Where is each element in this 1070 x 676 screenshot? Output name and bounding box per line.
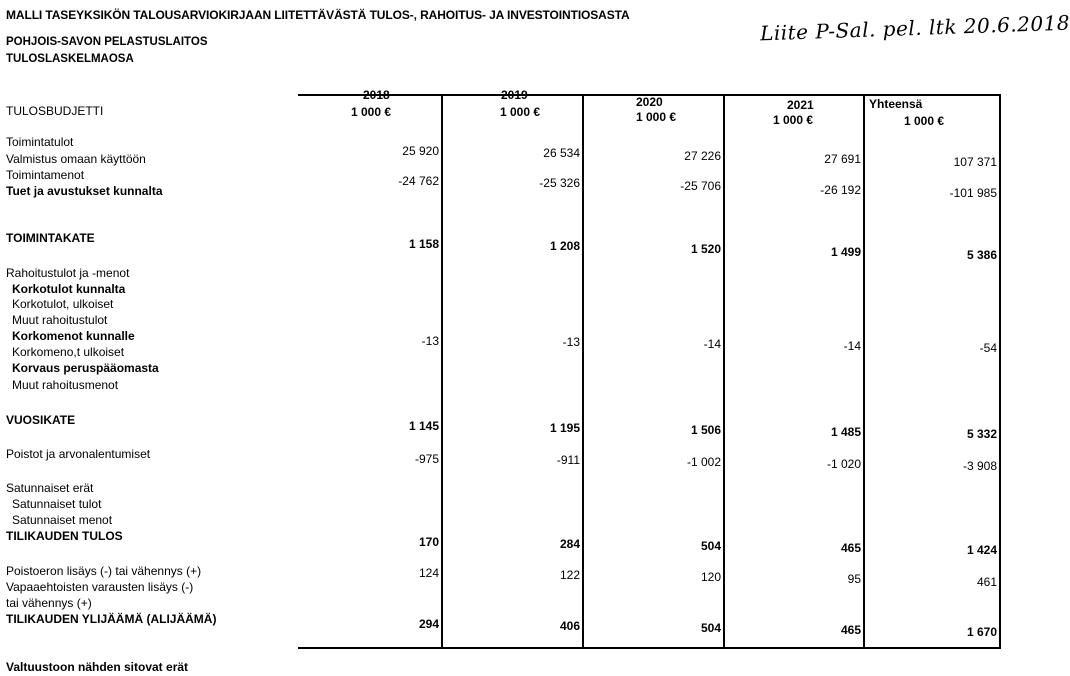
cell-poistot-2019: -911 xyxy=(556,453,580,467)
row-label-korkotulot-kunnalta: Korkotulot kunnalta xyxy=(12,282,126,296)
cell-korkomenot-2019: -13 xyxy=(562,335,580,349)
row-label-tuet: Tuet ja avustukset kunnalta xyxy=(6,184,163,198)
row-label-korkomenot-kunnalle: Korkomenot kunnalle xyxy=(12,329,135,343)
cell-poistot-2021: -1 020 xyxy=(826,457,861,471)
cell-poistoeron-2020: 120 xyxy=(700,570,721,584)
cell-toimintamenot-2020: -25 706 xyxy=(680,179,721,193)
row-label-korkotulot-ulkoiset: Korkotulot, ulkoiset xyxy=(12,297,114,311)
cell-ylijaama-total: 1 670 xyxy=(966,625,997,639)
cell-tilikauden-tulos-2018: 170 xyxy=(418,535,439,549)
row-label-korvaus: Korvaus peruspääomasta xyxy=(12,361,159,375)
row-label-satunnaiset-tulot: Satunnaiset tulot xyxy=(12,497,102,511)
cell-tilikauden-tulos-total: 1 424 xyxy=(966,543,997,557)
cell-korkomenot-total: -54 xyxy=(979,341,997,355)
col-2020-year: 2020 xyxy=(636,95,663,109)
row-label-rahoitus: Rahoitustulot ja -menot xyxy=(6,266,130,280)
budget-title: TULOSBUDJETTI xyxy=(6,104,104,118)
cell-toimintamenot-total: -101 985 xyxy=(949,186,997,200)
document-subtitle: TULOSLASKELMAOSA xyxy=(6,53,134,65)
row-label-tilikauden-tulos: TILIKAUDEN TULOS xyxy=(6,529,123,543)
row-label-vuosikate: VUOSIKATE xyxy=(6,413,76,427)
cell-ylijaama-2019: 406 xyxy=(559,619,580,633)
row-label-valmistus: Valmistus omaan käyttöön xyxy=(6,152,146,166)
row-label-vapaaehtoisten: Vapaaehtoisten varausten lisäys (-) xyxy=(6,580,194,594)
cell-ylijaama-2021: 465 xyxy=(840,623,861,637)
col-divider-1 xyxy=(441,94,443,649)
cell-poistoeron-2018: 124 xyxy=(418,566,439,580)
cell-vuosikate-2021: 1 485 xyxy=(830,425,861,439)
row-label-valtuusto: Valtuustoon nähden sitovat erät xyxy=(6,660,189,674)
cell-vuosikate-2019: 1 195 xyxy=(549,421,580,435)
row-label-tai-vahennys: tai vähennys (+) xyxy=(6,596,92,610)
cell-toimintamenot-2018: -24 762 xyxy=(398,174,439,188)
row-label-ylijaama: TILIKAUDEN YLIJÄÄMÄ (ALIJÄÄMÄ) xyxy=(6,612,217,626)
row-label-muut-rahoitustulot: Muut rahoitustulot xyxy=(12,313,108,327)
col-2021-unit: 1 000 € xyxy=(773,113,814,127)
cell-toimintatulot-total: 107 371 xyxy=(953,155,997,169)
row-label-korkomenot-ulkoiset: Korkomeno,t ulkoiset xyxy=(12,345,125,359)
cell-toimintatulot-2019: 26 534 xyxy=(543,146,580,160)
cell-poistot-2018: -975 xyxy=(414,452,439,466)
col-2018-year: 2018 xyxy=(363,88,390,102)
cell-tilikauden-tulos-2021: 465 xyxy=(840,541,861,555)
cell-korkomenot-2018: -13 xyxy=(421,334,439,348)
col-total-year: Yhteensä xyxy=(869,97,923,111)
cell-vuosikate-total: 5 332 xyxy=(966,427,997,441)
col-2021-year: 2021 xyxy=(787,98,814,112)
cell-poistoeron-2019: 122 xyxy=(559,568,580,582)
cell-toimintatulot-2020: 27 226 xyxy=(684,149,721,163)
col-2020-unit: 1 000 € xyxy=(636,110,677,124)
cell-toimintamenot-2019: -25 326 xyxy=(539,176,580,190)
handwritten-annotation: Liite P-Sal. pel. ltk 20.6.2018 xyxy=(759,10,1070,46)
row-label-toimintakate: TOIMINTAKATE xyxy=(6,231,95,245)
row-label-muut-rahoitusmenot: Muut rahoitusmenot xyxy=(12,378,119,392)
cell-tilikauden-tulos-2019: 284 xyxy=(559,537,580,551)
cell-vuosikate-2020: 1 506 xyxy=(690,423,721,437)
col-total-unit: 1 000 € xyxy=(904,114,945,128)
cell-poistot-2020: -1 002 xyxy=(686,455,721,469)
col-2019-unit: 1 000 € xyxy=(500,105,541,119)
col-divider-5 xyxy=(999,94,1001,649)
cell-korkomenot-2020: -14 xyxy=(703,337,721,351)
row-label-satunnaiset: Satunnaiset erät xyxy=(6,481,94,495)
cell-vuosikate-2018: 1 145 xyxy=(408,419,439,433)
cell-ylijaama-2020: 504 xyxy=(700,621,721,635)
cell-poistoeron-total: 461 xyxy=(976,575,997,589)
col-2018-unit: 1 000 € xyxy=(351,105,392,119)
col-divider-4 xyxy=(863,94,865,649)
cell-toimintatulot-2018: 25 920 xyxy=(402,144,439,158)
col-divider-2 xyxy=(582,94,584,649)
cell-tilikauden-tulos-2020: 504 xyxy=(700,539,721,553)
col-divider-3 xyxy=(723,94,725,649)
cell-korkomenot-2021: -14 xyxy=(843,339,861,353)
cell-toimintatulot-2021: 27 691 xyxy=(824,152,861,166)
cell-toimintakate-2020: 1 520 xyxy=(690,242,721,256)
row-label-toimintatulot: Toimintatulot xyxy=(6,135,74,149)
cell-toimintakate-2019: 1 208 xyxy=(549,239,580,253)
cell-poistot-total: -3 908 xyxy=(962,459,997,473)
cell-toimintakate-2018: 1 158 xyxy=(408,237,439,251)
row-label-poistot: Poistot ja arvonalentumiset xyxy=(6,447,151,461)
cell-toimintakate-total: 5 386 xyxy=(966,248,997,262)
table-bottom-border xyxy=(298,647,1001,649)
document-title: MALLI TASEYKSIKÖN TALOUSARVIOKIRJAAN LIITETTÄVÄSTÄ TULOS-, RAHOITUS- JA INVESTOINTIOSASTA xyxy=(6,8,630,22)
row-label-poistoeron: Poistoeron lisäys (-) tai vähennys (+) xyxy=(6,564,202,578)
cell-toimintamenot-2021: -26 192 xyxy=(820,183,861,197)
organization-name: POHJOIS-SAVON PELASTUSLAITOS xyxy=(6,36,208,48)
cell-toimintakate-2021: 1 499 xyxy=(830,245,861,259)
row-label-toimintamenot: Toimintamenot xyxy=(6,168,85,182)
cell-ylijaama-2018: 294 xyxy=(418,617,439,631)
col-2019-year: 2019 xyxy=(501,88,528,102)
row-label-satunnaiset-menot: Satunnaiset menot xyxy=(12,513,113,527)
cell-poistoeron-2021: 95 xyxy=(847,572,861,586)
